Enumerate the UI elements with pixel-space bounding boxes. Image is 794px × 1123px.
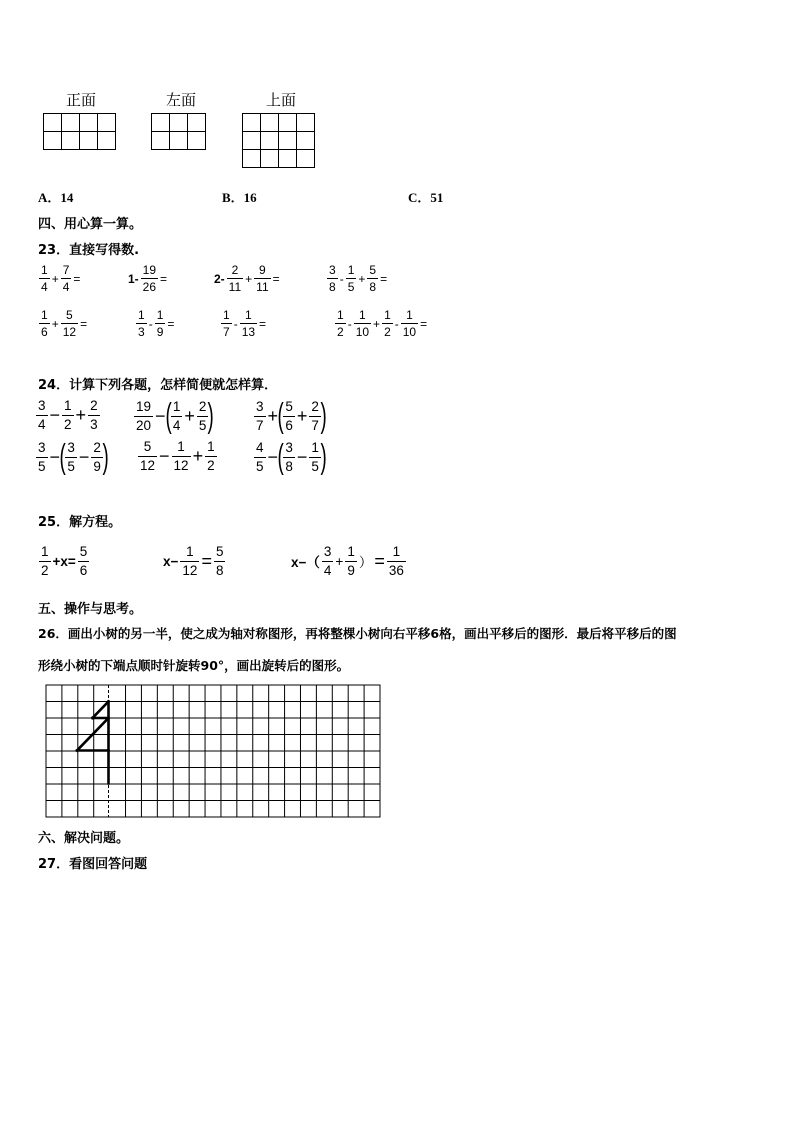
- left-view-label: 左面: [166, 91, 197, 109]
- half-tree: [77, 702, 109, 784]
- section-4-title: 四、用心算一算。: [38, 217, 143, 232]
- front-view-label: 正面: [66, 91, 97, 109]
- plus-sign: +: [184, 405, 195, 426]
- equation-text: x−: [163, 553, 179, 569]
- q25-title: 25．解方程。: [38, 515, 122, 530]
- plus-sign: +: [358, 271, 366, 286]
- fraction: $\frac{1}{12}$: [173, 439, 189, 473]
- q25-eq-1: [38, 545, 90, 577]
- fraction: $\frac{1}{2}$: [41, 544, 49, 578]
- minus-sign: −: [159, 445, 170, 466]
- plus-sign: +: [75, 404, 87, 425]
- q24-expr-6: [253, 440, 325, 474]
- left-view-grid: [151, 113, 206, 150]
- left-paren: (: [277, 397, 284, 435]
- fraction: $\frac{3}{5}$: [38, 440, 46, 474]
- fraction: $\frac{2}{3}$: [90, 398, 98, 432]
- fraction: $\frac{1}{2}$: [337, 308, 344, 339]
- plus-sign: +: [296, 405, 308, 426]
- plus-sign: +: [245, 271, 253, 286]
- equals-sign: =: [73, 271, 81, 286]
- q23-expr: [220, 309, 267, 338]
- minus-sign: −: [49, 446, 61, 467]
- q23-expr: [326, 264, 388, 293]
- minus-sign: −: [49, 404, 61, 425]
- front-view-grid: [43, 113, 116, 150]
- q25-eq-3: [290, 545, 407, 577]
- minus-sign: −: [267, 446, 279, 467]
- fraction: $\frac{1}{2}$: [64, 398, 72, 432]
- equals-sign: =: [201, 550, 212, 571]
- equals-sign: =: [380, 271, 388, 286]
- fraction: $\frac{1}{9}$: [156, 308, 164, 339]
- right-paren: ): [102, 438, 109, 476]
- option-b: B．16: [222, 190, 257, 205]
- minus-sign: -: [148, 316, 153, 331]
- minus-sign: -: [394, 316, 399, 331]
- fraction: $\frac{1}{5}$: [311, 440, 319, 474]
- fraction: $\frac{7}{4}$: [62, 263, 70, 294]
- minus-sign: -: [347, 316, 352, 331]
- fraction: $\frac{19}{26}$: [142, 263, 157, 294]
- q23-expr: [135, 309, 175, 338]
- q23-expr: [127, 264, 168, 293]
- fraction: $\frac{2}{11}$: [228, 263, 242, 294]
- expression-prefix: 2-: [214, 271, 225, 286]
- q26-text-line-1: 26．画出小树的另一半，使之成为轴对称图形，再将整棵小树向右平移6格，画出平移后的图形．最后将平移后的图: [38, 626, 677, 641]
- fraction: $\frac{5}{6}$: [79, 544, 88, 578]
- fraction: $\frac{2}{5}$: [198, 399, 207, 433]
- section-5-title: 五、操作与思考。: [38, 602, 143, 617]
- minus-sign: −: [155, 405, 166, 426]
- plus-sign: +: [51, 271, 59, 286]
- left-paren: (: [59, 438, 66, 476]
- fraction: $\frac{5}{12}$: [62, 308, 77, 339]
- fraction: $\frac{5}{6}$: [285, 399, 293, 433]
- close-paren: ）: [358, 555, 373, 570]
- fraction: $\frac{1}{13}$: [241, 308, 256, 339]
- top-view-label: 上面: [266, 91, 297, 109]
- section-6-title: 六、解决问题。: [38, 831, 130, 846]
- plus-sign: +: [335, 553, 344, 569]
- expression-prefix: 1-: [128, 271, 139, 286]
- minus-sign: -: [233, 316, 238, 331]
- q24-expr-3: [253, 399, 325, 433]
- fraction: $\frac{3}{7}$: [256, 399, 264, 433]
- q24-expr-1: [35, 399, 101, 431]
- right-paren: ): [207, 397, 215, 435]
- fraction: $\frac{3}{4}$: [38, 398, 46, 432]
- q23-title: 23．直接写得数.: [38, 243, 140, 258]
- fraction: $\frac{4}{5}$: [256, 440, 264, 474]
- fraction: $\frac{1}{12}$: [182, 544, 198, 578]
- fraction: $\frac{5}{12}$: [140, 439, 156, 473]
- equals-sign: =: [374, 550, 385, 571]
- fraction: $\frac{2}{7}$: [311, 399, 319, 433]
- fraction: $\frac{1}{2}$: [207, 439, 215, 473]
- equals-sign: =: [272, 271, 280, 286]
- right-paren: ): [320, 438, 327, 476]
- fraction: $\frac{1}{5}$: [347, 263, 355, 294]
- equals-sign: =: [80, 316, 88, 331]
- q24-title: 24．计算下列各题，怎样简便就怎样算．: [38, 378, 278, 393]
- equals-sign: =: [420, 316, 428, 331]
- fraction: $\frac{1}{9}$: [347, 544, 355, 578]
- q27-title: 27．看图回答问题: [38, 857, 148, 872]
- fraction: $\frac{1}{6}$: [41, 308, 48, 339]
- fraction: $\frac{1}{4}$: [172, 399, 181, 433]
- fraction: $\frac{9}{11}$: [256, 263, 269, 294]
- plus-sign: +: [373, 316, 381, 331]
- plus-sign: +: [267, 405, 279, 426]
- fraction: $\frac{1}{10}$: [402, 308, 417, 339]
- fraction: $\frac{1}{7}$: [223, 308, 230, 339]
- q24-expr-5: [137, 440, 218, 472]
- minus-sign: −: [296, 446, 308, 467]
- q23-expr: [334, 309, 428, 338]
- equals-sign: =: [160, 271, 168, 286]
- fraction: $\frac{3}{4}$: [323, 544, 332, 578]
- fraction: $\frac{3}{8}$: [329, 263, 336, 294]
- fraction: $\frac{3}{5}$: [67, 440, 75, 474]
- fraction: $\frac{1}{4}$: [41, 263, 48, 294]
- plus-sign: +: [192, 445, 204, 466]
- equals-sign: =: [167, 316, 175, 331]
- fraction: $\frac{5}{8}$: [215, 544, 224, 578]
- fraction: $\frac{1}{36}$: [388, 544, 404, 578]
- equation-text: x−（: [291, 555, 320, 570]
- fraction: $\frac{3}{8}$: [285, 440, 293, 474]
- fraction: $\frac{1}{2}$: [384, 308, 391, 339]
- equals-sign: =: [259, 316, 267, 331]
- tree-grid: [44, 684, 384, 820]
- fraction: $\frac{1}{3}$: [138, 308, 145, 339]
- fraction: $\frac{19}{20}$: [136, 399, 152, 433]
- right-paren: ): [320, 397, 327, 435]
- q25-eq-2: [162, 545, 226, 577]
- q26-text-line-2: 形绕小树的下端点顺时针旋转90°，画出旋转后的图形。: [38, 658, 350, 673]
- fraction: $\frac{2}{9}$: [93, 440, 101, 474]
- fraction: $\frac{1}{10}$: [355, 308, 370, 339]
- option-a: A．14: [38, 190, 74, 205]
- q23-expr: [38, 309, 88, 338]
- q23-expr: [213, 264, 281, 293]
- left-paren: (: [277, 438, 284, 476]
- q24-expr-4: [35, 440, 107, 474]
- q23-expr: [38, 264, 81, 293]
- q24-expr-2: [133, 399, 213, 433]
- minus-sign: -: [339, 271, 344, 286]
- plus-sign: +: [51, 316, 59, 331]
- top-view-grid: [242, 113, 315, 168]
- minus-sign: −: [78, 446, 90, 467]
- option-c: C．51: [408, 190, 444, 205]
- left-paren: (: [165, 397, 172, 435]
- fraction: $\frac{5}{8}$: [369, 263, 377, 294]
- equation-text: +x=: [52, 553, 76, 569]
